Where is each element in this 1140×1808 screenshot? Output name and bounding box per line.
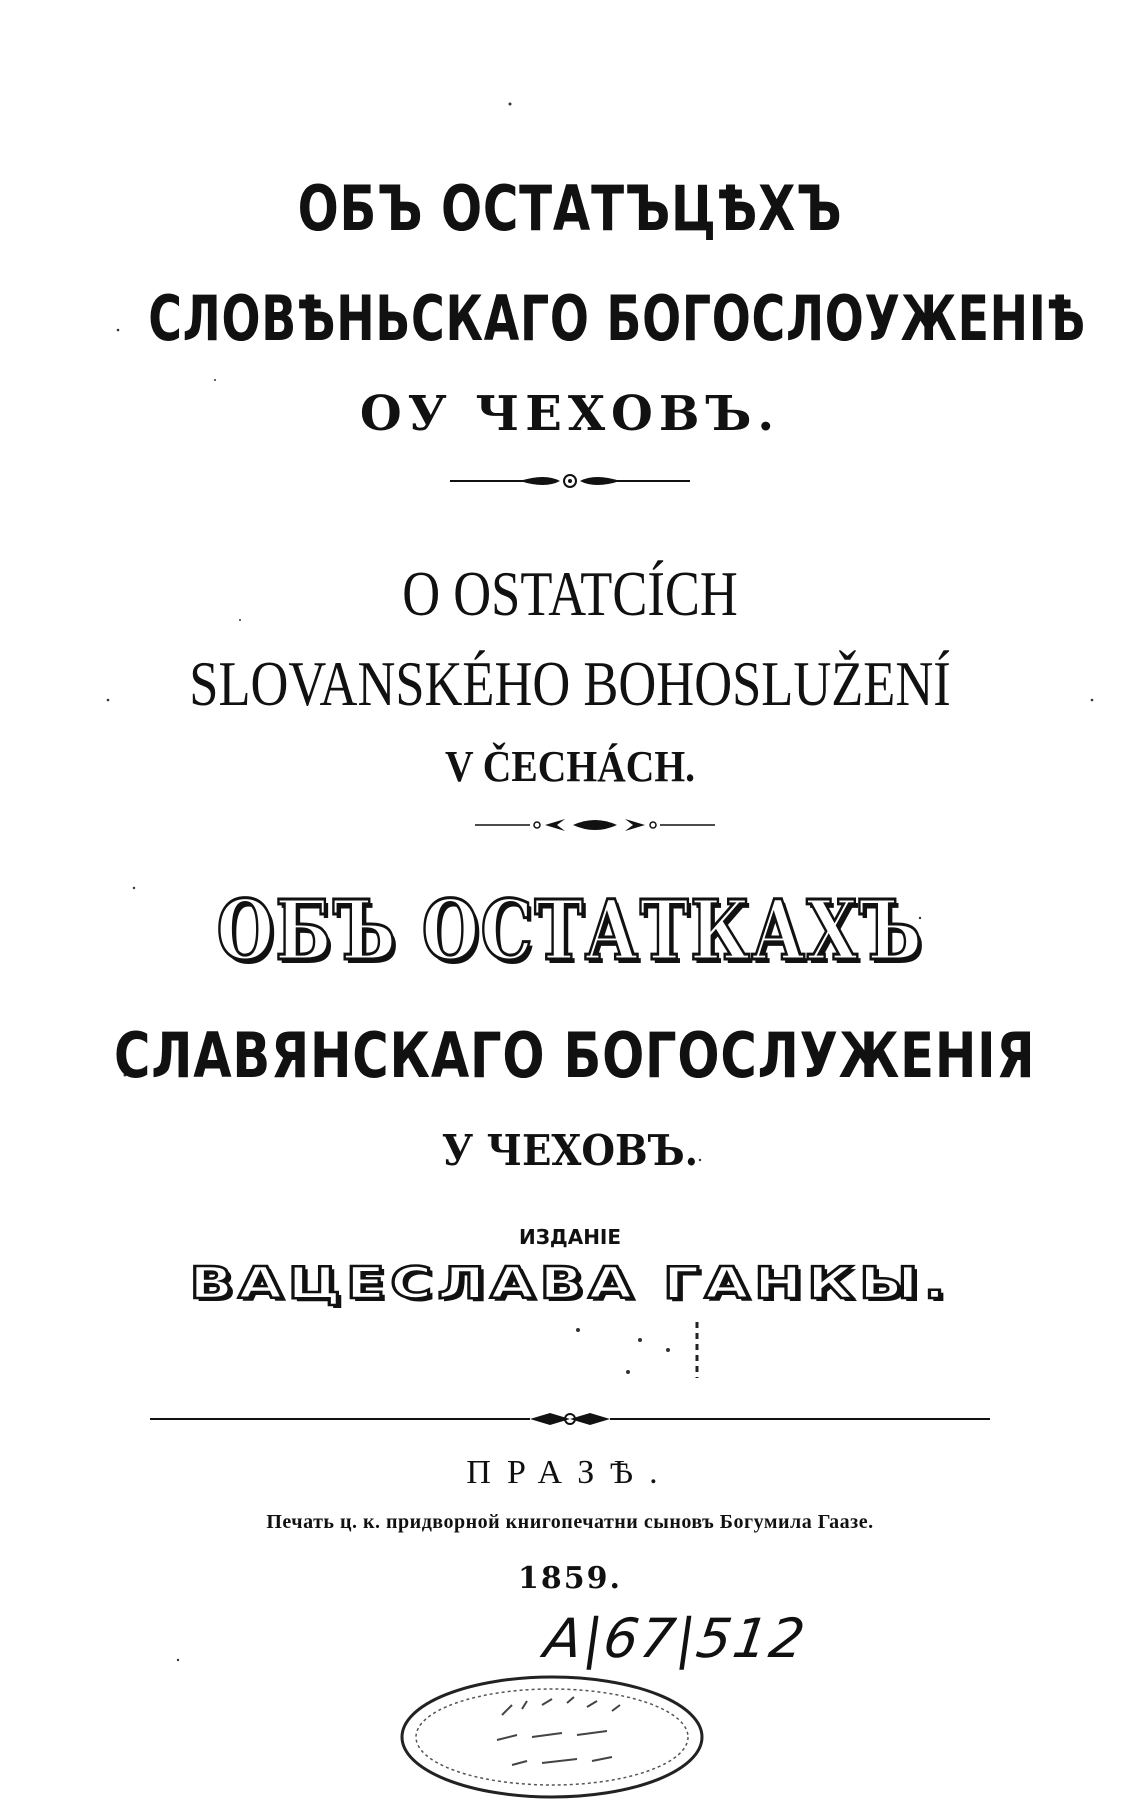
czech-title-line-2: SLOVANSKÉHO BOHOSLUŽENÍ bbox=[189, 648, 951, 719]
author-name: ВАЦЕСЛАВА ГАНКЫ. bbox=[189, 1258, 951, 1309]
divider-ornament-2 bbox=[475, 815, 715, 835]
handwritten-shelfmark: A|67|512 bbox=[540, 1607, 811, 1670]
russian-title-line-1: ОБЪ ОСТАТКАХЪ bbox=[216, 883, 924, 979]
imprint-year: 1859. bbox=[518, 1561, 622, 1596]
slavonic-title-line-1: ОБЪ ОСТАТЪЦѢХЪ bbox=[297, 172, 843, 245]
russian-title-line-2: СЛАВЯНСКАГО БОГОСЛУЖЕНІЯ bbox=[114, 1019, 1036, 1092]
divider-ornament-1 bbox=[450, 470, 690, 492]
long-divider-rule bbox=[150, 1408, 990, 1430]
slavonic-title-line-2: СЛОВѢНЬСКАГО БОГОСЛОУЖЕНІѢ bbox=[148, 282, 1086, 355]
imprint-place: ПРАЗѢ. bbox=[466, 1454, 674, 1491]
russian-title-line-3: У ЧЕХОВЪ. bbox=[441, 1126, 699, 1175]
slavonic-title-line-3: ОУ ЧЕХОВЪ. bbox=[359, 386, 781, 442]
edition-label: ИЗДАНІЕ bbox=[518, 1225, 622, 1249]
czech-title-line-3: V ČECHÁCH. bbox=[444, 742, 696, 791]
imprint-printer: Печать ц. к. придворной книгопечатни сыновъ Богумила Гаазе. bbox=[266, 1511, 874, 1533]
czech-title-line-1: O OSTATCÍCH bbox=[402, 558, 738, 629]
library-stamp bbox=[392, 1665, 712, 1805]
